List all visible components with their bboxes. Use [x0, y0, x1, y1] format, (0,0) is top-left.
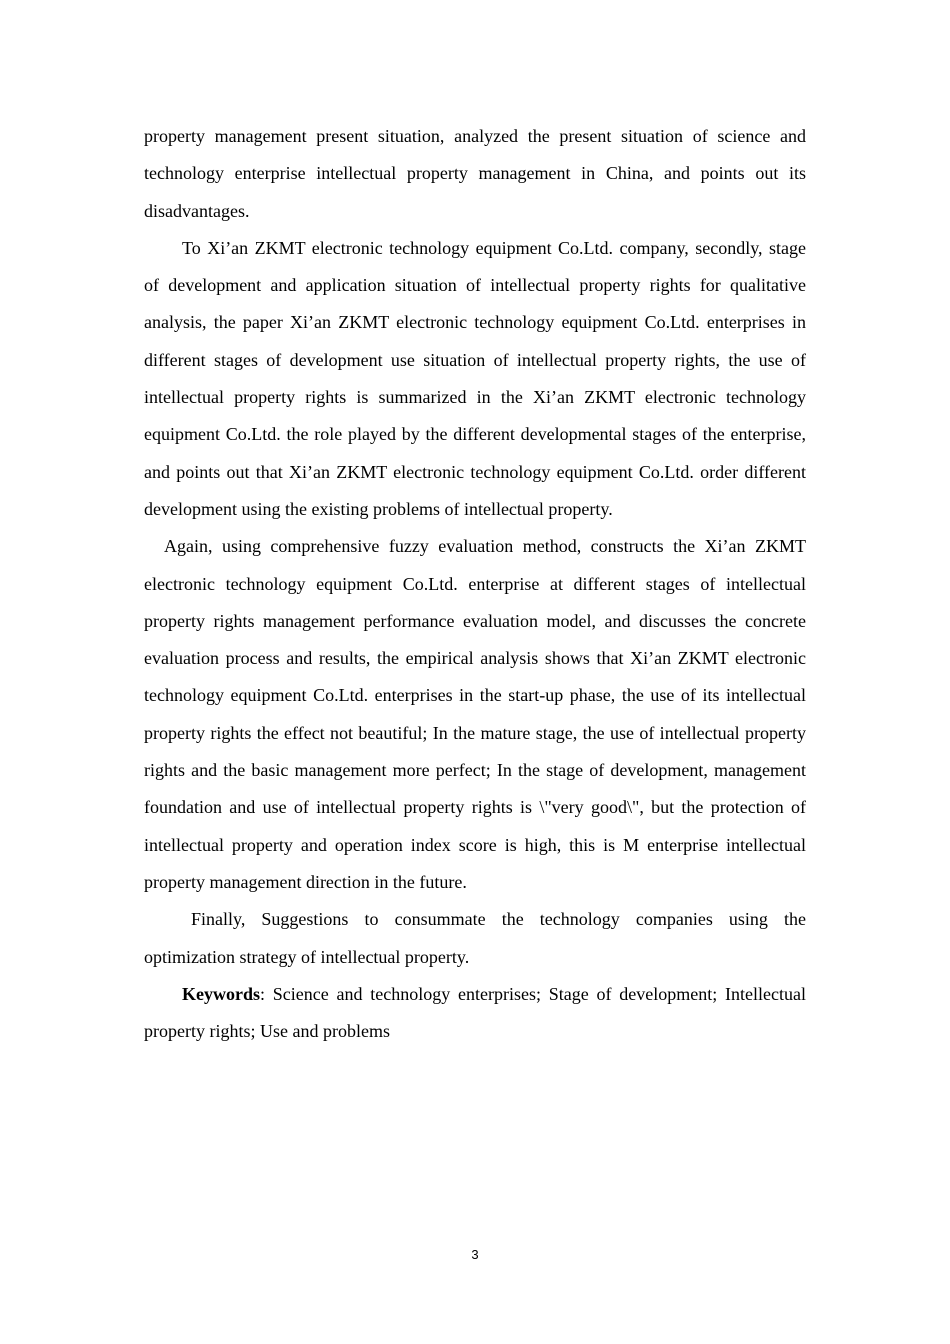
paragraph-2: To Xi’an ZKMT electronic technology equipment Co.Ltd. company, secondly, stage of development and application situation of intellectual property rights for qualitative analysis, the paper Xi’an ZKMT electronic technology equipment Co.Ltd. enterprises in different stages of development use situation of intellectual property rights, the use of intellectual property rights is summarized in the Xi’an ZKMT electronic technology equipment Co.Ltd. the role played by the different developmental stages of the enterprise, and points out that Xi’an ZKMT electronic technology equipment Co.Ltd. order different development using the existing problems of intellectual property.	[144, 237, 806, 519]
page-number: 3	[471, 1247, 479, 1262]
paragraph-4: Finally, Suggestions to consummate the technology companies using the optimization strategy of intellectual property.	[144, 909, 806, 967]
keywords-text: : Science and technology enterprises; Stage of development; Intellectual property rights; Use and problems	[144, 983, 806, 1042]
keywords-paragraph	[144, 976, 806, 1051]
abstract-body	[144, 118, 806, 1050]
keywords-label: Keywords	[182, 983, 260, 1004]
paragraph-3: Again, using comprehensive fuzzy evaluation method, constructs the Xi’an ZKMT electronic technology equipment Co.Ltd. enterprise at different stages of intellectual property rights management performance evaluation model, and discusses the concrete evaluation process and results, the empirical analysis shows that Xi’an ZKMT electronic technology equipment Co.Ltd. enterprises in the start-up phase, the use of its intellectual property rights the effect not beautiful; In the mature stage, the use of intellectual property rights and the basic management more perfect; In the stage of development, management foundation and use of intellectual property rights is \"very good\", but the protection of intellectual property and operation index score is high, this is M enterprise intellectual property management direction in the future.	[144, 536, 806, 892]
paragraph-1: property management present situation, analyzed the present situation of science and technology enterprise intellectual property management in China, and points out its disadvantages.	[144, 126, 806, 221]
